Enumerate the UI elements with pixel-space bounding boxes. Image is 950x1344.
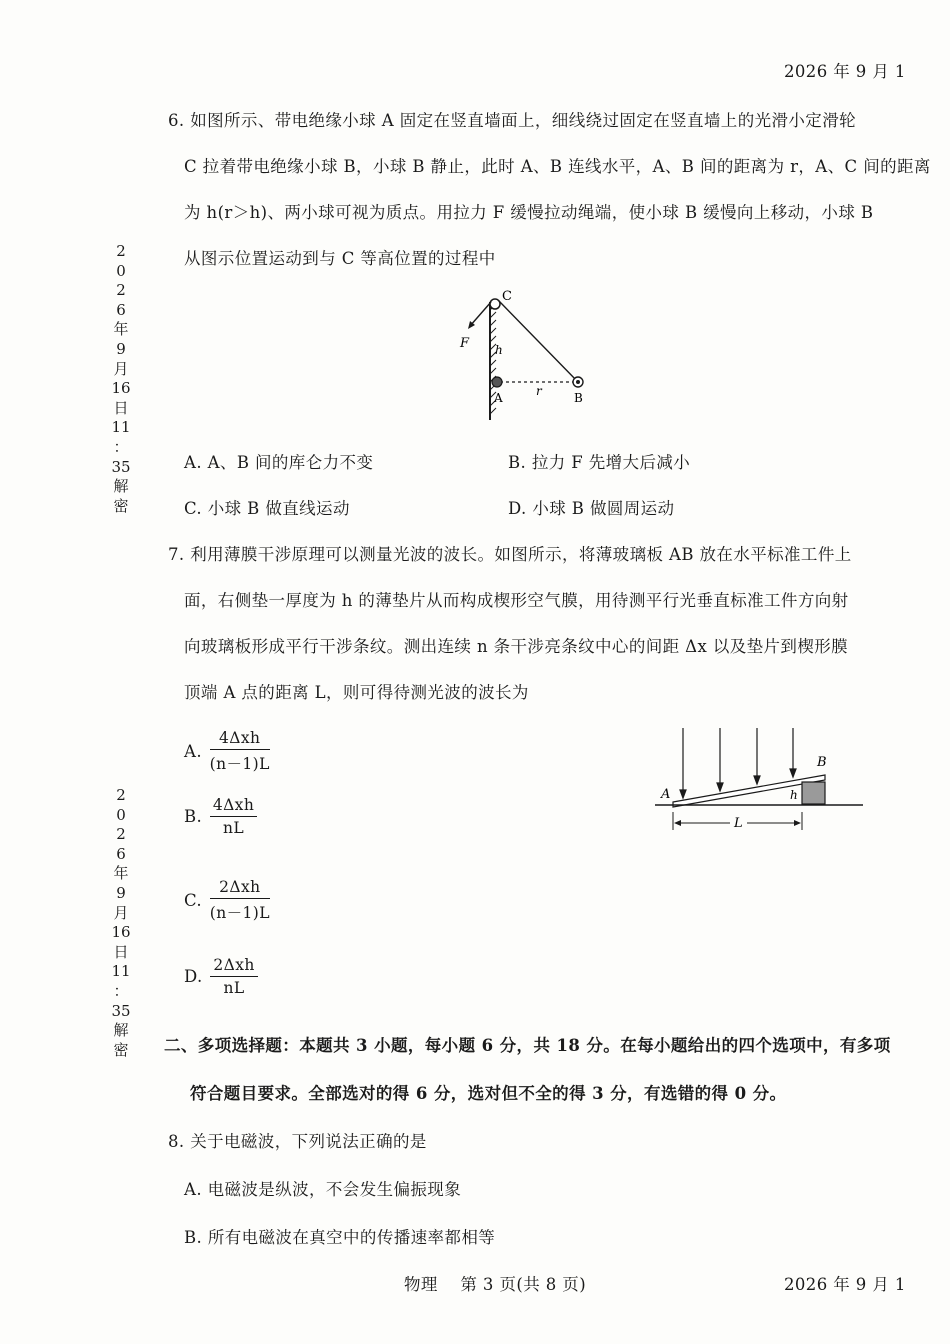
force-arrow	[470, 302, 491, 326]
label-f: F	[460, 336, 470, 351]
q7-option-a	[184, 729, 270, 774]
q6-line-1: 6. 如图所示、带电绝缘小球 A 固定在竖直墙面上，细线绕过固定在竖直墙上的光滑小定滑轮	[168, 111, 856, 130]
q6-line-3: 为 h(r＞h)、两小球可视为质点。用拉力 F 缓慢拉动绳端，使小球 B 缓慢向上移动，小球 B	[184, 203, 874, 222]
denominator: nL	[222, 819, 245, 837]
q8-option-a: A. 电磁波是纵波，不会发生偏振现象	[184, 1180, 462, 1199]
stamp-char: 35	[111, 1001, 131, 1020]
label-b: B	[817, 755, 827, 770]
q6-line-2: C 拉着带电绝缘小球 B，小球 B 静止，此时 A、B 连线水平，A、B 间的距离为 r，A、C 间的距离	[184, 157, 931, 176]
q6-option-c: C. 小球 B 做直线运动	[184, 499, 350, 518]
stamp-char: 月	[113, 903, 129, 922]
stamp-char: 6	[116, 300, 126, 319]
option-label: B.	[184, 807, 203, 826]
stamp-char: 6	[116, 844, 126, 863]
q8-option-b: B. 所有电磁波在真空中的传播速率都相等	[184, 1228, 496, 1247]
fraction	[210, 956, 257, 997]
fraction	[210, 878, 270, 923]
section-2-line-1: 二、多项选择题：本题共 3 小题，每小题 6 分，共 18 分。在每小题给出的四个选项中，有多项	[164, 1036, 891, 1055]
q7-line-4: 顶端 A 点的距离 L，则可得待测光波的波长为	[184, 683, 529, 702]
label-l: L	[734, 816, 743, 831]
denominator: nL	[223, 979, 245, 997]
stamp-char: 日	[113, 942, 129, 961]
header-date: 2026 年 9 月 1	[784, 62, 906, 81]
stamp-char: 解	[113, 1021, 129, 1040]
stamp-char: 2	[116, 825, 126, 844]
stamp-char: 年	[113, 320, 129, 339]
arrow-left-icon	[674, 820, 681, 826]
label-h: h	[790, 788, 798, 802]
stamp-char: ：	[113, 437, 129, 456]
q7-line-2: 面，右侧垫一厚度为 h 的薄垫片从而构成楔形空气膜，用待测平行光垂直标准工件方向射	[184, 591, 849, 610]
stamp-char: 月	[113, 359, 129, 378]
pulley-icon	[490, 299, 500, 309]
label-a: A	[661, 787, 671, 802]
label-a: A	[494, 391, 503, 405]
stamp-char: 2	[116, 242, 126, 260]
stamp-char: 日	[113, 398, 129, 417]
stamp-char: 35	[111, 457, 131, 476]
section-2-line-2: 符合题目要求。全部选对的得 6 分，选对但不全的得 3 分，有选错的得 0 分。	[190, 1084, 787, 1103]
stamp-char: 密	[113, 1040, 129, 1059]
label-r: r	[536, 384, 542, 398]
stamp-char: 密	[113, 496, 129, 515]
side-stamp-lower	[110, 786, 132, 1060]
q8-stem: 8. 关于电磁波，下列说法正确的是	[168, 1132, 427, 1151]
q6-figure	[440, 284, 610, 424]
spacer-block	[802, 782, 825, 804]
q7-line-3: 向玻璃板形成平行干涉条纹。测出连续 n 条干涉亮条纹中心的间距 Δx 以及垫片到楔形膜	[184, 637, 849, 656]
stamp-char: 解	[113, 477, 129, 496]
fraction	[210, 796, 257, 837]
footer-page-info: 物理 第 3 页(共 8 页)	[404, 1275, 587, 1294]
q7-option-d	[184, 956, 258, 997]
q6-option-b: B. 拉力 F 先增大后减小	[508, 453, 691, 472]
stamp-char: 11	[111, 418, 131, 437]
denominator: (n－1)L	[209, 755, 270, 773]
label-b: B	[574, 391, 583, 405]
stamp-char: 9	[116, 883, 126, 902]
option-label: C.	[184, 891, 203, 910]
q7-option-b	[184, 796, 257, 837]
stamp-char: ：	[113, 981, 129, 1000]
stamp-char: 11	[111, 962, 131, 981]
q6-option-a: A. A、B 间的库仑力不变	[184, 453, 374, 472]
stamp-char: 0	[116, 805, 126, 824]
numerator: 2Δxh	[210, 956, 257, 977]
option-label: A.	[184, 742, 202, 761]
label-h: h	[495, 343, 503, 357]
stamp-char: 16	[111, 379, 131, 398]
label-c: C	[502, 289, 512, 304]
denominator: (n－1)L	[209, 904, 270, 922]
footer-date: 2026 年 9 月 1	[784, 1275, 906, 1294]
stamp-char: 16	[111, 923, 131, 942]
q7-option-c	[184, 878, 270, 923]
ball-a-icon	[492, 377, 502, 387]
numerator: 2Δxh	[210, 878, 270, 899]
stamp-char: 0	[116, 261, 126, 280]
stamp-char: 2	[116, 786, 126, 804]
q6-option-d: D. 小球 B 做圆周运动	[508, 499, 675, 518]
stamp-char: 9	[116, 339, 126, 358]
stamp-char: 2	[116, 281, 126, 300]
side-stamp-upper	[110, 242, 132, 516]
q7-line-1: 7. 利用薄膜干涉原理可以测量光波的波长。如图所示，将薄玻璃板 AB 放在水平标准工件上	[168, 545, 852, 564]
arrow-right-icon	[794, 820, 801, 826]
option-label: D.	[184, 967, 203, 986]
fraction	[210, 729, 270, 774]
stamp-char: 年	[113, 864, 129, 883]
numerator: 4Δxh	[210, 796, 257, 817]
q6-line-4: 从图示位置运动到与 C 等高位置的过程中	[184, 249, 496, 268]
string-cb	[499, 301, 578, 382]
numerator: 4Δxh	[210, 729, 270, 750]
q7-figure	[645, 720, 870, 845]
